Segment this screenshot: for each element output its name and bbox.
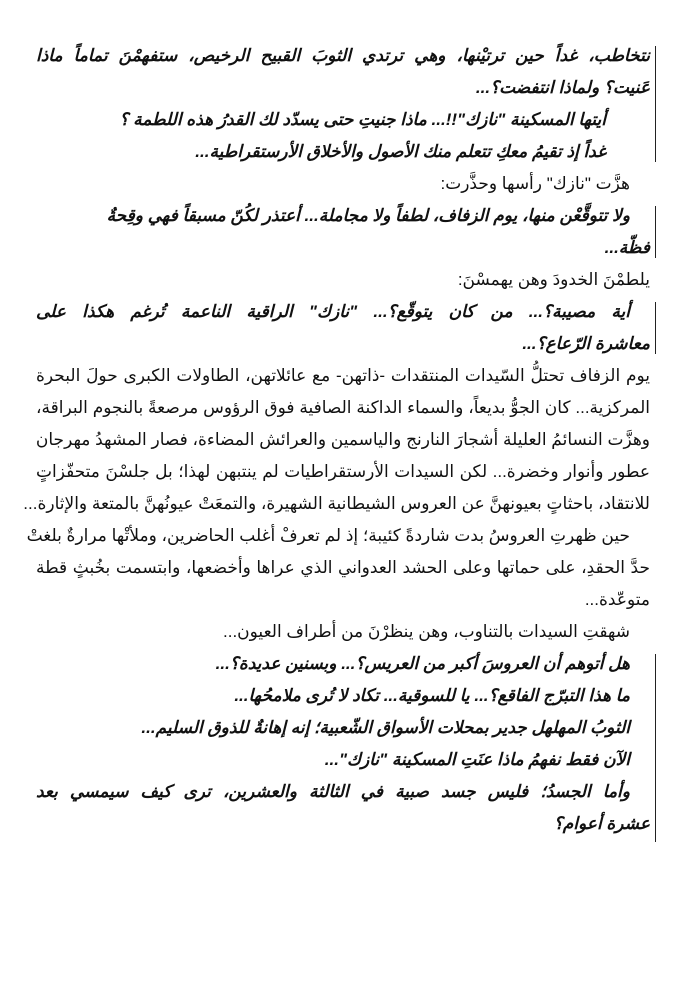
text-line: هل أتوهم أن العروسَ أكبر من العريس؟... وبسنين عديدة؟... (215, 654, 630, 673)
dialogue-block (36, 648, 650, 840)
text-line: الثوبُ المهلهل جدير بمحلات الأسواق الشّعبية؛ إنه إهانةٌ للذوق السليم... (141, 718, 630, 737)
text-line: نتخاطب، غداً حين ترتيْنها، وهي ترتدي الثوبَ القبيح الرخيص، ستفهمْنَ تماماً ماذا (36, 46, 650, 65)
text-line: معاشرة الرّعاع؟... (522, 334, 650, 353)
text-line: غداً إذ تقيمُ معكِ تتعلم منك الأصول والأخلاق الأرستقراطية... (195, 142, 606, 161)
text-line: للانتقاد، باحثاتٍ بعيونهنَّ عن العروس الشيطانية الشهيرة، والتمعَتْ عيونُهنَّ بالمتعة والإثارة... (23, 494, 650, 513)
narration-block (36, 264, 650, 296)
text-line: يوم الزفاف تحتلُّ السّيدات المنتقدات -ذاتهن- مع عائلاتهن، الطاولات الكبرى حولَ البحرة (36, 366, 650, 385)
text-line: هزَّت "نازك" رأسها وحذَّرت: (440, 174, 630, 193)
text-line: ولا تتوقَّعْن منها، يوم الزفاف، لطفاً ولا مجاملة... أعتذر لكُنّ مسبقاً فهي وقِحةٌ (106, 206, 630, 225)
paragraph (23, 360, 650, 520)
text-line: أيتها المسكينة "نازك"!!... ماذا جنيتِ حتى يسدّد لك القدرُ هذه اللطمة ؟ (119, 110, 606, 129)
text-line: متوعّدة... (584, 590, 650, 609)
text-line: يلطمْنَ الخدودَ وهن يهمسْنَ: (457, 270, 650, 289)
narration-block (36, 168, 650, 200)
text-line: حين ظهرتِ العروسُ بدت شاردةً كئيبة؛ إذ لم تعرفْ أغلب الحاضرين، وملأتْها مرارةٌ بلغتْ (26, 526, 630, 545)
dialogue-block (36, 296, 650, 360)
text-line: عشرة أعوام؟ (553, 814, 650, 833)
text-line: شهقتِ السيدات بالتناوب، وهن ينظرْنَ من أطراف العيون... (223, 622, 630, 641)
text-line: وأما الجسدُ؛ فليس جسد صبية في الثالثة والعشرين، ترى كيف سيمسي بعد (36, 782, 630, 801)
text-line: عطور وأنوار وخضرة... لكن السيدات الأرستقراطيات لم ينتبهن لهذا؛ بل جلسْنَ متحفّزاتٍ (36, 462, 650, 481)
text-line: حدَّ الحقدِ، على حماتها وعلى الحشد العدواني الذي عراها وأخضعها، وابتسمت بخُبثٍ قطة (36, 558, 650, 577)
narration-block (36, 616, 650, 648)
text-line: عَنيت؟ ولماذا انتفضت؟... (475, 78, 650, 97)
text-line: ما هذا التبرّج الفاقع؟... يا للسوقية... تكاد لا تُرى ملامحُها... (234, 686, 630, 705)
paragraph (26, 520, 650, 616)
document-page (23, 40, 650, 840)
text-line: وهزَّت النسائمُ العليلة أشجارَ النارنج والياسمين والعرائش المضاءة، فصار المشهدُ مهرجان (35, 430, 650, 449)
text-line: فظّة... (604, 238, 650, 257)
dialogue-block (36, 40, 650, 168)
text-line: المركزية... كان الجوُّ بديعاً، والسماء الداكنة الصافية فوق الرؤوس مرصعةً بالنجوم البراقة، (36, 398, 650, 417)
text-line: الآن فقط نفهمُ ماذا عنَتِ المسكينة "نازك"... (324, 750, 630, 769)
dialogue-block (36, 200, 650, 264)
text-line: أية مصيبة؟... من كان يتوقّع؟... "نازك" الراقية الناعمة تُرغم هكذا على (36, 302, 630, 321)
